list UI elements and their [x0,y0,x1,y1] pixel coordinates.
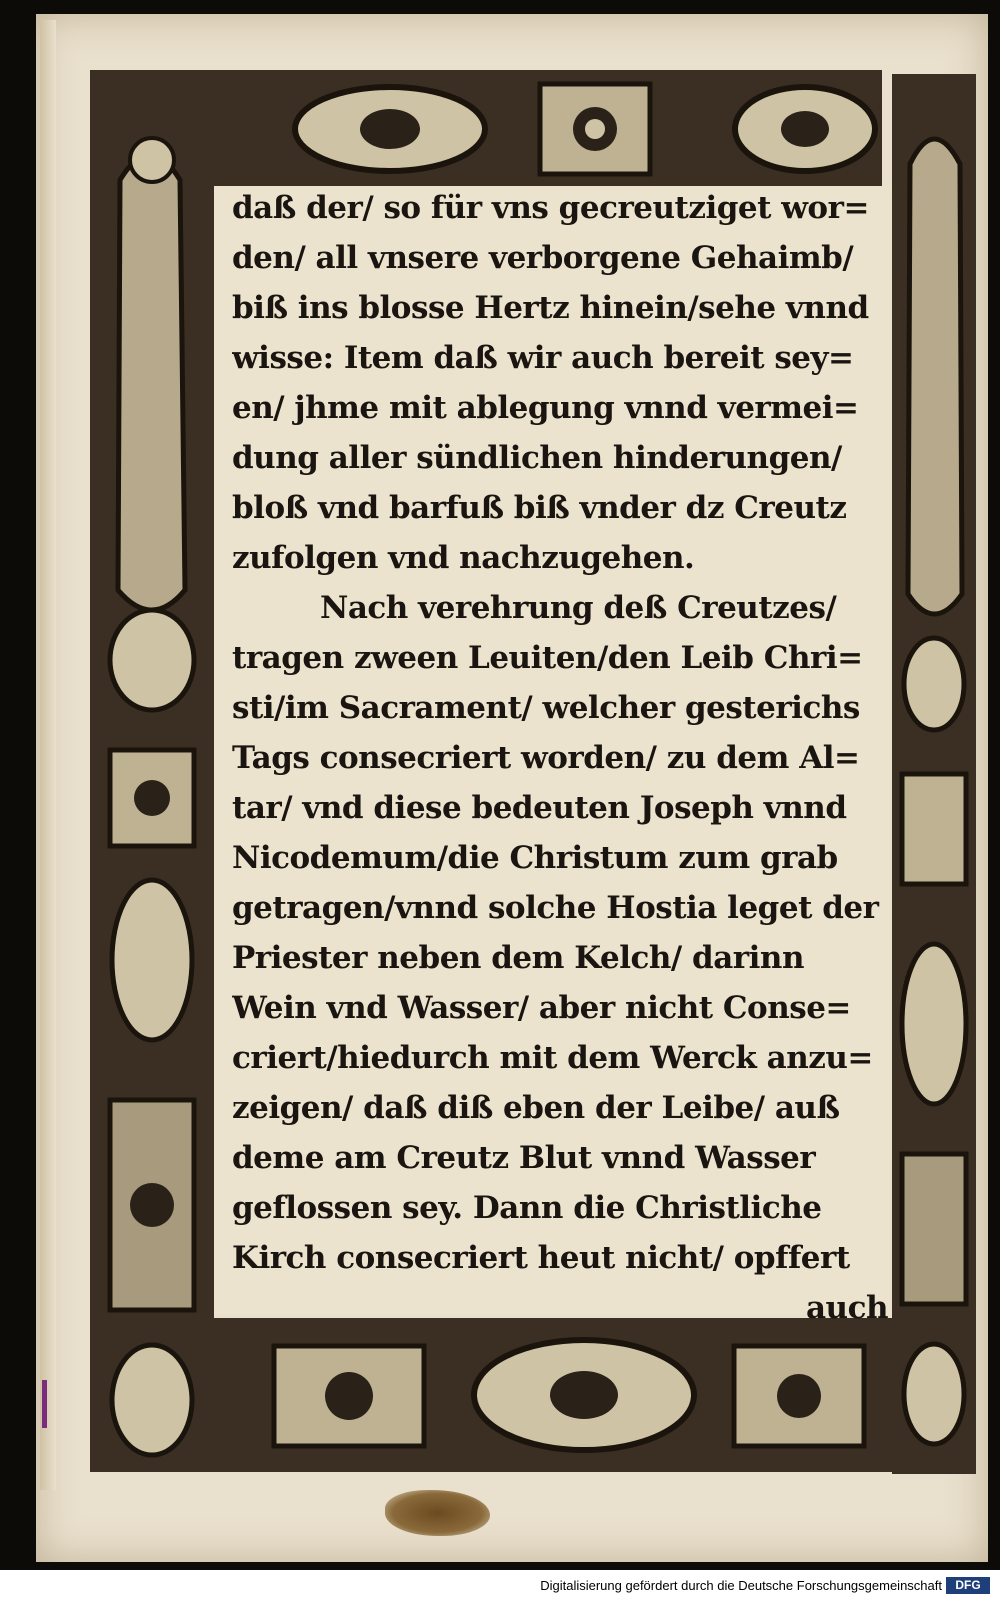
text-line: Priester neben dem Kelch/ darinn [232,940,804,976]
text-line: en/ jhme mit ablegung vnnd vermei= [232,390,859,426]
text-line: Kirch consecriert heut nicht/ opffert [232,1240,850,1276]
text-line: Tags consecriert worden/ zu dem Al= [232,740,860,776]
text-line: zeigen/ daß diß eben der Leibe/ auß [232,1090,840,1126]
edge-mark [42,1380,47,1428]
text-line: sti/im Sacrament/ welcher gesterichs [232,690,860,726]
text-line: bloß vnd barfuß biß vnder dz Creutz [232,490,847,526]
dfg-logo: DFG [946,1577,990,1594]
text-line: getragen/vnnd solche Hostia leget der [232,890,879,926]
woodcut-border-left [90,70,214,1472]
text-line: tragen zween Leuiten/den Leib Chri= [232,640,863,676]
footer-bar [0,1574,1000,1599]
text-line: daß der/ so für vns gecreutziget wor= [232,190,869,226]
text-line: zufolgen vnd nachzugehen. [232,540,695,576]
catchword: auch [805,1290,888,1326]
text-line: dung aller sündlichen hinderungen/ [232,440,842,476]
text-line: criert/hiedurch mit dem Werck anzu= [232,1040,873,1076]
page-gutter [40,20,56,1490]
text-line: Wein vnd Wasser/ aber nicht Conse= [232,990,851,1026]
text-line: geflossen sey. Dann die Christliche [232,1190,822,1226]
text-line: Nicodemum/die Christum zum grab [232,840,838,876]
woodcut-border-right [892,74,976,1474]
paragraph-start-line: Nach verehrung deß Creutzes/ [320,590,837,626]
text-line: den/ all vnsere verborgene Gehaimb/ [232,240,854,276]
text-line: wisse: Item daß wir auch bereit sey= [232,340,854,376]
text-line: deme am Creutz Blut vnnd Wasser [232,1140,816,1176]
funding-credit: Digitalisierung gefördert durch die Deutsche Forschungsgemeinschaft [540,1578,942,1593]
text-line: biß ins blosse Hertz hinein/sehe vnnd [232,290,869,326]
text-line: tar/ vnd diese bedeuten Joseph vnnd [232,790,847,826]
